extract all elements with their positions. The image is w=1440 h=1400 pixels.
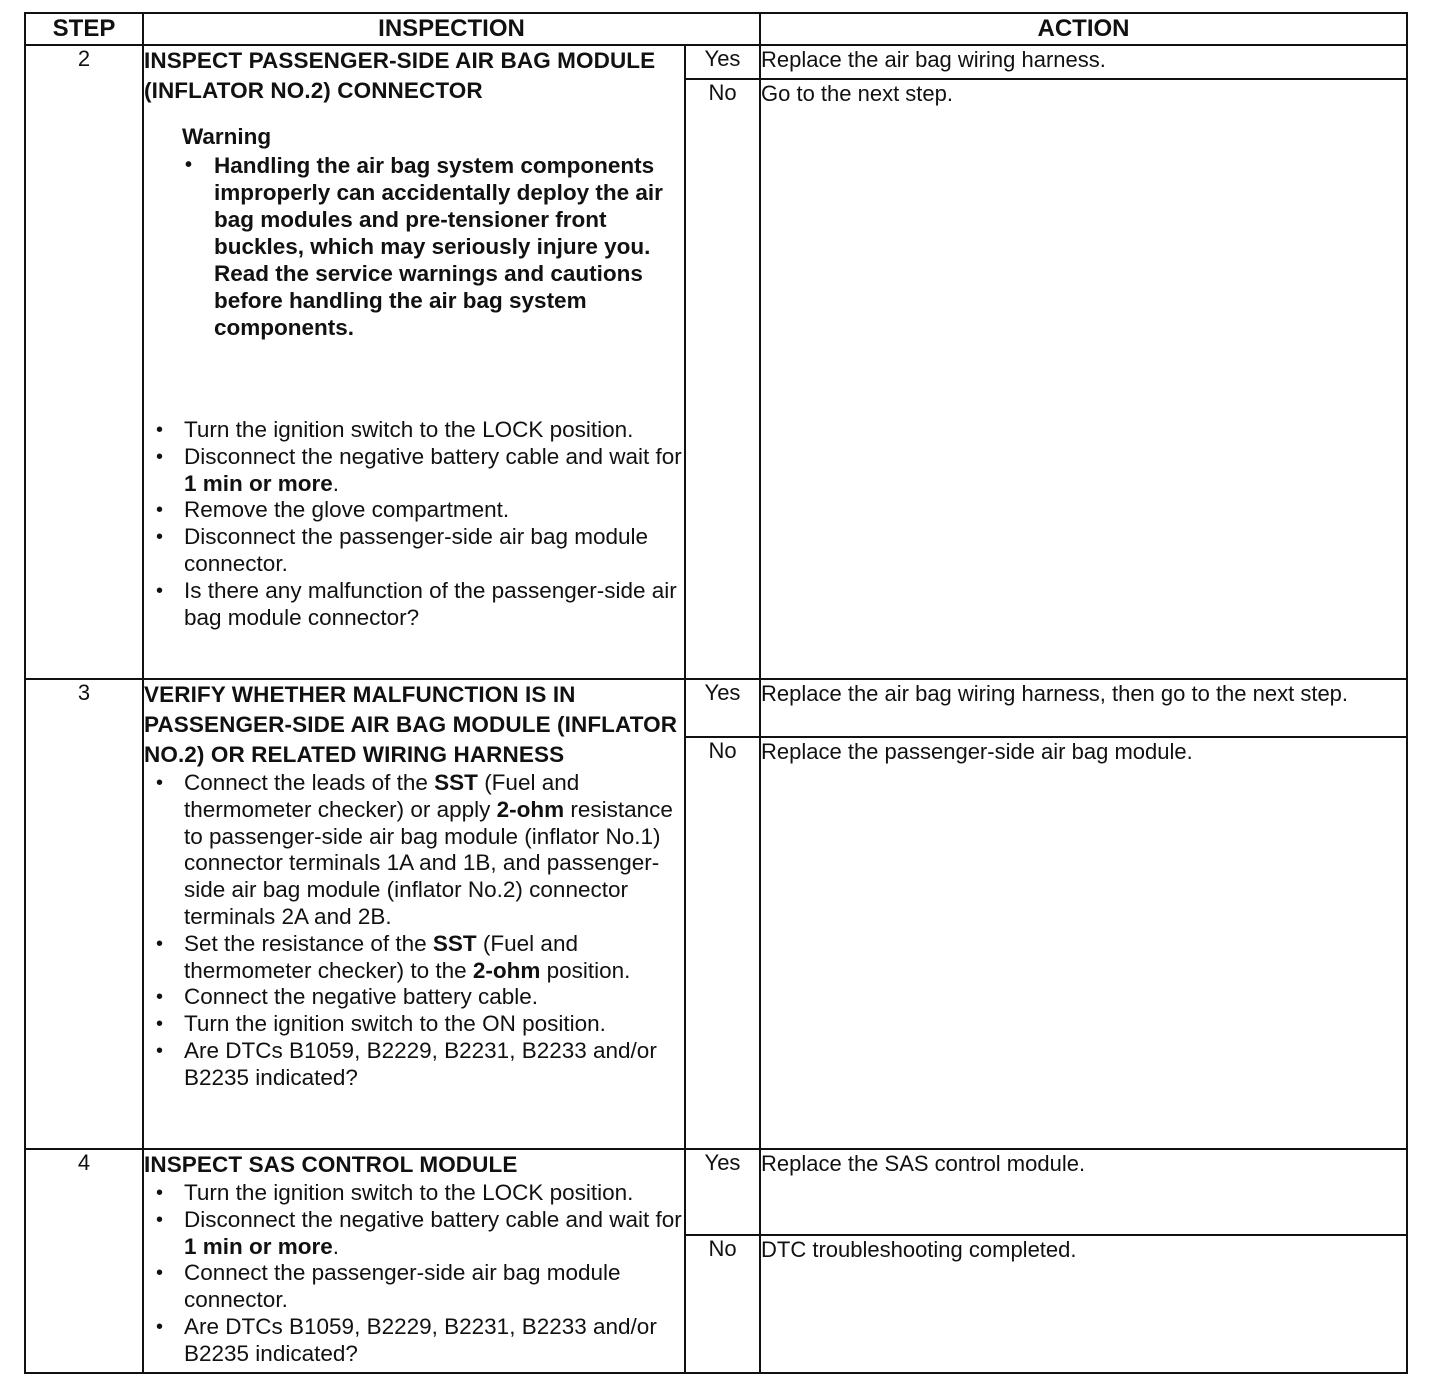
step-number: 3 (25, 679, 143, 1149)
procedure-item: • Connect the passenger-side air bag module connector. (144, 1260, 684, 1314)
step-row (25, 45, 1407, 79)
no-action: DTC troubleshooting completed. (760, 1235, 1407, 1373)
procedure-item: • Turn the ignition switch to the LOCK position. (144, 1180, 684, 1207)
procedure-item: • Turn the ignition switch to the ON position. (144, 1011, 684, 1038)
procedure-item: • Disconnect the passenger-side air bag module connector. (144, 524, 684, 578)
procedure-item: • Connect the leads of the SST (Fuel and thermometer checker) or apply 2-ohm resistance to passenger-side air bag module (inflator No.1) connector terminals 1A and 1B, and passenger-side air bag module (inflator No.2) connector terminals 2A and 2B. (144, 770, 684, 931)
inspection-title: INSPECT PASSENGER-SIDE AIR BAG MODULE (INFLATOR NO.2) CONNECTOR (144, 48, 656, 103)
procedure-item: • Is there any malfunction of the passenger-side air bag module connector? (144, 578, 684, 632)
yes-label: Yes (685, 45, 760, 79)
inspection-cell (143, 679, 685, 1149)
inspection-title: INSPECT SAS CONTROL MODULE (144, 1152, 518, 1177)
no-action: Replace the passenger-side air bag module. (760, 737, 1407, 1149)
action-header: ACTION (760, 13, 1407, 45)
procedure-item: • Are DTCs B1059, B2229, B2231, B2233 and/or B2235 indicated? (144, 1038, 684, 1092)
yes-action: Replace the air bag wiring harness, then go to the next step. (760, 679, 1407, 737)
warning-label: Warning (182, 124, 272, 149)
no-label: No (685, 737, 760, 1149)
yes-label: Yes (685, 1149, 760, 1235)
step-header: STEP (25, 13, 143, 45)
procedure-item: • Disconnect the negative battery cable and wait for 1 min or more. (144, 444, 684, 498)
procedure-list (144, 1180, 684, 1368)
header-row (25, 13, 1407, 45)
yes-action: Replace the SAS control module. (760, 1149, 1407, 1235)
step-number: 2 (25, 45, 143, 679)
procedure-item: • Remove the glove compartment. (144, 497, 684, 524)
troubleshooting-table (24, 12, 1408, 1374)
inspection-cell (143, 45, 685, 679)
procedure-list (144, 770, 684, 1092)
procedure-item: • Are DTCs B1059, B2229, B2231, B2233 and/or B2235 indicated? (144, 1314, 684, 1368)
procedure-list (144, 417, 684, 631)
yes-action: Replace the air bag wiring harness. (760, 45, 1407, 79)
step-row (25, 1149, 1407, 1235)
no-label: No (685, 1235, 760, 1373)
no-label: No (685, 79, 760, 679)
step-number: 4 (25, 1149, 143, 1373)
warning-text: • Handling the air bag system components improperly can accidentally deploy the air bag modules and pre-tensioner front buckles, which may seriously injure you. Read the service warnings and cautions before handling the air bag system components. (182, 152, 684, 341)
procedure-item: • Disconnect the negative battery cable and wait for 1 min or more. (144, 1207, 684, 1261)
procedure-item: • Connect the negative battery cable. (144, 984, 684, 1011)
procedure-item: • Turn the ignition switch to the LOCK position. (144, 417, 684, 444)
inspection-header: INSPECTION (143, 13, 760, 45)
inspection-title: VERIFY WHETHER MALFUNCTION IS IN PASSENGER-SIDE AIR BAG MODULE (INFLATOR NO.2) OR RELATED WIRING HARNESS (144, 682, 678, 767)
no-action: Go to the next step. (760, 79, 1407, 679)
step-row (25, 679, 1407, 737)
yes-label: Yes (685, 679, 760, 737)
inspection-cell (143, 1149, 685, 1373)
procedure-item: • Set the resistance of the SST (Fuel and thermometer checker) to the 2-ohm position. (144, 931, 684, 985)
warning-list (182, 152, 684, 341)
